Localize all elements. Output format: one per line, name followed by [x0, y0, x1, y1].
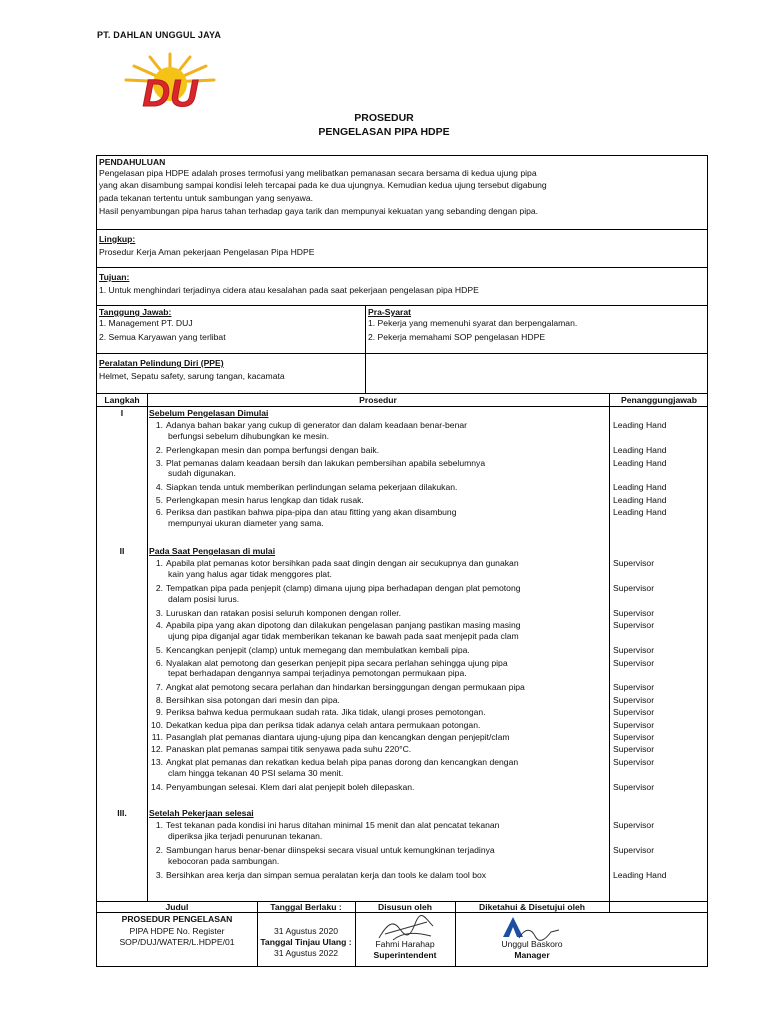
step-text: Sambungan harus benar-benar diinspeksi secara visual untuk kemungkinan terjadinya: [166, 845, 495, 856]
step-number: 13.: [151, 756, 163, 767]
tanggung-jawab-heading: Tanggung Jawab:: [99, 307, 172, 317]
step-number: 6.: [155, 657, 163, 668]
step-text-continued: sudah digunakan.: [168, 468, 236, 479]
step-text: Luruskan dan ratakan posisi seluruh komponen dengan roller.: [166, 608, 402, 618]
step-responsible: Supervisor: [613, 620, 655, 631]
procedure-header-divider: [97, 406, 707, 407]
step-text: Penyambungan selesai. Klem dari alat penjepit boleh dilepaskan.: [166, 781, 415, 792]
tanggung-jawab-item: 2. Semua Karyawan yang terlibat: [99, 332, 226, 343]
footer-col-tanggal: Tanggal Berlaku :: [270, 902, 342, 912]
step-number: 8.: [155, 694, 163, 705]
step-number: 3.: [155, 608, 163, 618]
pendahuluan-line: yang akan disambung sampai kondisi leleh tercapai pada ke dua ujungnya. Kemudian kedua ujung tersebut digabung: [99, 180, 547, 191]
step-number: 1.: [155, 420, 163, 431]
section-ppe: [97, 354, 707, 394]
step-text: Panaskan plat pemanas sampai titik senyawa pada suhu 220°C.: [166, 744, 412, 755]
step-responsible: Leading Hand: [613, 870, 667, 880]
procedure-step: [149, 495, 609, 506]
step-responsible: Supervisor: [613, 682, 655, 693]
step-responsible: Supervisor: [613, 781, 655, 792]
pra-syarat-item: 2. Pekerja memahami SOP pengelasan HDPE: [368, 332, 546, 343]
diketahui-role: Manager: [514, 950, 550, 961]
tujuan-heading: Tujuan:: [99, 272, 130, 282]
ppe-empty-cell: [365, 354, 707, 393]
step-number: 2.: [155, 845, 163, 856]
disusun-name: Fahmi Harahap: [375, 939, 435, 949]
step-text: Pasanglah plat pemanas diantara ujung-ujung pipa dan kencangkan dengan penjepit/clam: [166, 732, 510, 742]
step-text: Periksa bahwa kedua permukaan sudah rata. Jika tidak, ulangi proses pemotongan.: [166, 707, 486, 718]
svg-text:DU: DU: [142, 73, 198, 114]
step-responsible: Leading Hand: [613, 482, 667, 493]
pendahuluan-line: pada tekanan tertentu untuk sambungan yang senyawa.: [99, 193, 314, 204]
step-responsible: Supervisor: [613, 756, 655, 767]
procedure-step: [149, 558, 609, 579]
step-responsible: Leading Hand: [613, 494, 667, 505]
tanggung-jawab-cell: [97, 306, 365, 353]
footer-disusun-cell: [355, 939, 455, 961]
ppe-text: Helmet, Sepatu safety, sarung tangan, kacamata: [99, 370, 285, 381]
step-responsible: Leading Hand: [613, 507, 667, 518]
pra-syarat-heading: Pra-Syarat: [368, 307, 411, 317]
tanggung-jawab-item: 1. Management PT. DUJ: [99, 317, 193, 328]
step-number: 7.: [155, 682, 163, 693]
footer-judul-cell: [97, 914, 257, 949]
column-divider: [609, 394, 610, 901]
step-text: Plat pemanas dalam keadaan bersih dan lakukan pembersihan apabila sebelumnya: [166, 457, 486, 468]
tujuan-text: 1. Untuk menghindari terjadinya cidera atau kesalahan pada saat pekerjaan pengelasan pipa HDPE: [99, 284, 479, 295]
procedure-step: [149, 507, 609, 528]
title-line-1: PROSEDUR: [354, 112, 414, 124]
pendahuluan-line: Pengelasan pipa HDPE adalah proses termofusi yang melibatkan pemanasan secara bersama di kedua ujung pipa: [99, 167, 537, 178]
step-text: Nyalakan alat pemotong dan geserkan penjepit pipa secara perlahan sehingga ujung pipa: [166, 657, 508, 668]
step-responsible: Supervisor: [613, 558, 655, 569]
step-number: 4.: [155, 620, 163, 631]
step-text: Bersihkan area kerja dan simpan semua peralatan kerja dan tools ke dalam tool box: [166, 870, 487, 880]
title-line-2: PENGELASAN PIPA HDPE: [318, 125, 450, 138]
step-number: 9.: [155, 707, 163, 718]
step-text-continued: berfungsi sebelum dihubungkan ke mesin.: [168, 431, 329, 442]
document-title: [0, 112, 768, 139]
footer-col-diketahui: Diketahui & Disetujui oleh: [478, 902, 585, 912]
step-text-continued: kain yang halus agar tidak menggores plat.: [168, 569, 332, 580]
judul-register: SOP/DUJ/WATER/L.HDPE/01: [119, 937, 235, 948]
step-responsible: Leading Hand: [613, 457, 667, 468]
step-text: Bersihkan sisa potongan dari mesin dan pipa.: [166, 694, 340, 705]
procedure-step: [149, 732, 609, 743]
step-number: 12.: [151, 744, 163, 755]
ppe-cell: [97, 354, 365, 393]
stage-number: III.: [117, 808, 127, 818]
procedure-step: [149, 482, 609, 493]
step-responsible: Supervisor: [613, 820, 655, 831]
step-number: 14.: [151, 781, 163, 792]
step-responsible: Supervisor: [613, 744, 655, 755]
step-text: Apabila plat pemanas kotor bersihkan pada saat dingin dengan air secukupnya dan gunakan: [166, 558, 519, 569]
stage-title: Sebelum Pengelasan Dimulai: [149, 408, 269, 418]
col-penanggungjawab: Penanggungjawab: [621, 395, 697, 405]
judul-line-1: PROSEDUR PENGELASAN: [121, 914, 233, 924]
step-text-continued: diperiksa jika terjadi penurunan tekanan.: [168, 831, 323, 842]
footer-tanggal-cell: [257, 926, 355, 960]
step-number: 1.: [155, 820, 163, 831]
company-name: PT. DAHLAN UNGGUL JAYA: [97, 30, 222, 40]
diketahui-name: Unggul Baskoro: [501, 939, 563, 949]
footer-divider: [609, 901, 610, 913]
section-pendahuluan: [97, 156, 707, 230]
procedure-step: [149, 757, 609, 778]
step-text: Dekatkan kedua pipa dan periksa tidak adanya celah antara permukaan potongan.: [166, 719, 481, 730]
step-number: 3.: [155, 457, 163, 468]
step-number: 6.: [155, 507, 163, 518]
company-logo: [120, 52, 220, 114]
tanggal-berlaku: 31 Agustus 2020: [273, 926, 339, 936]
step-number: 2.: [155, 583, 163, 594]
step-text-continued: ujung pipa diganjal agar tidak memberikan tekanan ke bawah pada saat menjepit pada clam: [168, 631, 519, 642]
step-text: Kencangkan penjepit (clamp) untuk memegang dan membulatkan kembali pipa.: [166, 645, 470, 656]
footer-col-judul: Judul: [165, 902, 189, 912]
lingkup-heading: Lingkup:: [99, 234, 136, 244]
step-responsible: Supervisor: [613, 645, 655, 656]
procedure-step: [149, 420, 609, 441]
step-text: Angkat plat pemanas dan rekatkan kedua belah pipa panas dorong dan kencangkan dengan: [166, 756, 519, 767]
step-text: Periksa dan pastikan bahwa pipa-pipa dan atau fitting yang akan disambung: [166, 507, 457, 518]
procedure-step: [149, 820, 609, 841]
procedure-step: [149, 658, 609, 679]
step-text-continued: mempunyai ukuran diameter yang sama.: [168, 517, 324, 528]
step-responsible: Supervisor: [613, 719, 655, 730]
stage-title: Pada Saat Pengelasan di mulai: [149, 546, 276, 556]
step-text: Perlengkapan mesin dan pompa berfungsi dengan baik.: [166, 445, 380, 456]
step-responsible: Leading Hand: [613, 420, 667, 431]
stage-number: I: [120, 408, 124, 418]
procedure-step: [149, 720, 609, 731]
procedure-step: [149, 782, 609, 793]
footer-diketahui-cell: [455, 939, 609, 961]
procedure-step: [149, 845, 609, 866]
step-number: 10.: [151, 719, 163, 730]
step-responsible: Supervisor: [613, 694, 655, 705]
pra-syarat-item: 1. Pekerja yang memenuhi syarat dan berpengalaman.: [368, 317, 578, 328]
col-prosedur: Prosedur: [359, 395, 397, 405]
pra-syarat-cell: [365, 306, 707, 353]
step-text: Apabila pipa yang akan dipotong dan dilakukan pengelasan panjang pastikan masing masing: [166, 620, 521, 631]
pendahuluan-heading: PENDAHULUAN: [99, 157, 166, 167]
step-number: 3.: [155, 870, 163, 880]
procedure-step: [149, 695, 609, 706]
step-responsible: Supervisor: [613, 608, 655, 618]
section-tanggung-jawab-prasyarat: [97, 306, 707, 354]
procedure-step: [149, 445, 609, 456]
column-divider: [147, 394, 148, 901]
step-number: 4.: [155, 482, 163, 493]
step-text: Test tekanan pada kondisi ini harus ditahan minimal 15 menit dan alat pencatat tekanan: [166, 820, 500, 831]
step-number: 1.: [155, 558, 163, 569]
tanggal-tinjau: 31 Agustus 2022: [273, 948, 339, 959]
procedure-step: [149, 608, 609, 619]
procedure-step: [149, 682, 609, 693]
step-responsible: Supervisor: [613, 732, 655, 742]
col-langkah: Langkah: [104, 395, 140, 405]
step-responsible: Supervisor: [613, 707, 655, 718]
stage-number: II: [119, 546, 125, 556]
step-text-continued: kebocoran pada sambungan.: [168, 855, 280, 866]
step-number: 2.: [155, 445, 163, 456]
step-text: Tempatkan pipa pada penjepit (clamp) dimana ujung pipa berhadapan dengan plat pemotong: [166, 583, 521, 594]
procedure-step: [149, 645, 609, 656]
judul-line-2: PIPA HDPE No. Register: [129, 925, 225, 936]
step-responsible: Leading Hand: [613, 445, 667, 456]
footer-col-disusun: Disusun oleh: [378, 902, 432, 912]
step-text: Adanya bahan bakar yang cukup di generator dan dalam keadaan benar-benar: [166, 420, 467, 431]
lingkup-text: Prosedur Kerja Aman pekerjaan Pengelasan Pipa HDPE: [99, 246, 315, 257]
disusun-role: Superintendent: [373, 950, 437, 961]
step-responsible: Supervisor: [613, 657, 655, 668]
stage-title: Setelah Pekerjaan selesai: [149, 808, 254, 818]
step-number: 11.: [151, 732, 163, 742]
step-number: 5.: [155, 645, 163, 656]
step-number: 5.: [155, 494, 163, 505]
section-tujuan: [97, 268, 707, 306]
step-responsible: Supervisor: [613, 845, 655, 856]
step-text-continued: tepat berhadapan dengannya sampai terjadinya pemotongan permukaan pipa.: [168, 668, 467, 679]
ppe-heading: Peralatan Pelindung Diri (PPE): [99, 358, 224, 368]
procedure-step: [149, 707, 609, 718]
step-text: Siapkan tenda untuk memberikan perlindungan selama pekerjaan dilakukan.: [166, 482, 458, 493]
pendahuluan-line: Hasil penyambungan pipa harus tahan terhadap gaya tarik dan mempunyai kekuatan yang sebanding dengan pipa.: [99, 205, 539, 216]
step-text-continued: clam hingga tekanan 40 PSI selama 30 menit.: [168, 767, 344, 778]
procedure-step: [149, 620, 609, 641]
procedure-step: [149, 744, 609, 755]
procedure-step: [149, 583, 609, 604]
step-text-continued: dalam posisi lurus.: [168, 593, 240, 604]
step-text: Perlengkapan mesin harus lengkap dan tidak rusak.: [166, 494, 364, 505]
procedure-step: [149, 458, 609, 479]
sop-table: [96, 155, 708, 967]
step-responsible: Supervisor: [613, 583, 655, 594]
step-text: Angkat alat pemotong secara perlahan dan hindarkan bersinggungan dengan permukaan pipa: [166, 682, 525, 693]
section-lingkup: [97, 230, 707, 268]
procedure-step: [149, 870, 609, 881]
tinjau-label: Tanggal Tinjau Ulang :: [260, 937, 352, 948]
